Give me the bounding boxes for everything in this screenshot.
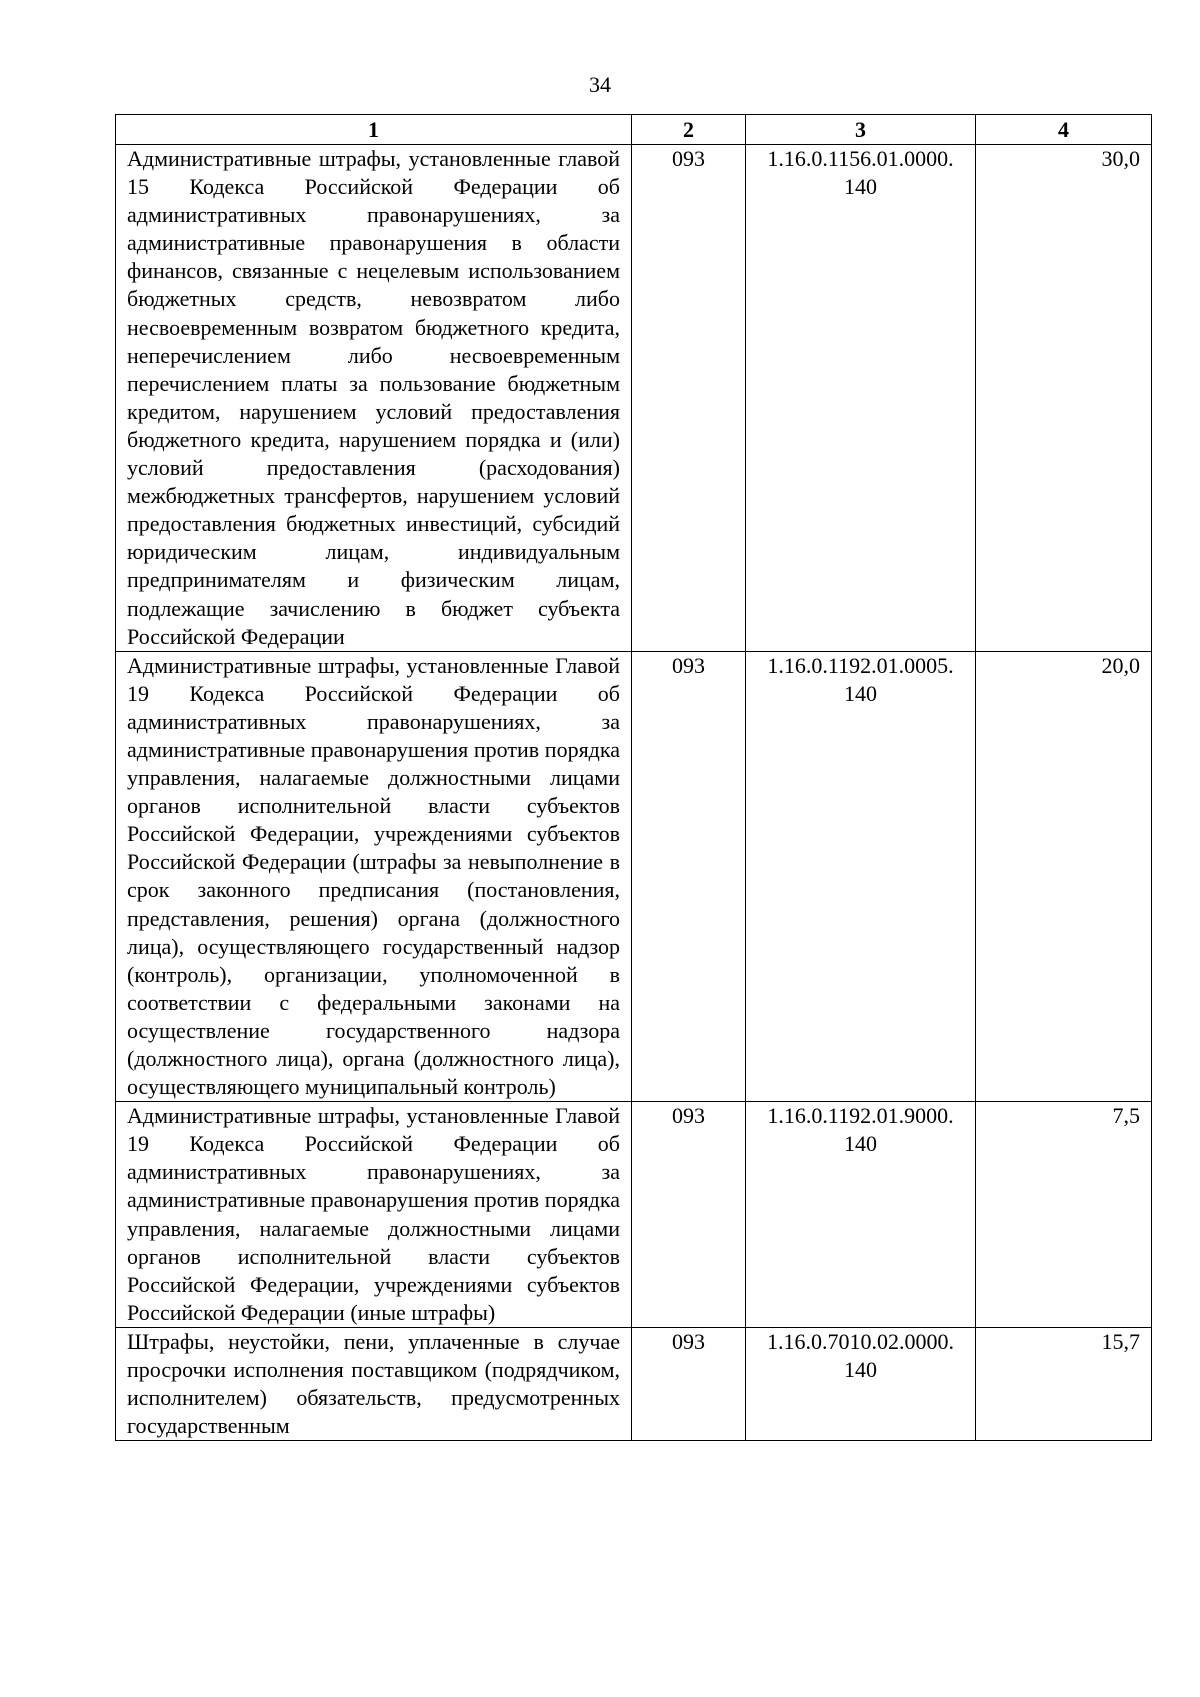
row-amount: 20,0 [976,651,1152,1102]
table-row [116,145,1152,652]
row-description: Административные штрафы, установленные главой 15 Кодекса Российской Федерации об административных правонарушениях, за административные правонарушения в области финансов, связанные с нецелевым использованием бюджетных средств, невозвратом либо несвоевременным возвратом бюджетного кредита, неперечислением либо несвоевременным перечислением платы за пользование бюджетным кредитом, нарушением условий предоставления бюджетного кредита, нарушением порядка и (или) условий предоставления (расходования) межбюджетных трансфертов, нарушением условий предоставления бюджетных инвестиций, субсидий юридическим лицам, индивидуальным предпринимателям и физическим лицам, подлежащие зачислению в бюджет субъекта Российской Федерации [116,145,632,652]
row-classification-code [746,145,976,652]
row-admin-code: 093 [632,145,746,652]
row-admin-code: 093 [632,1327,746,1440]
classification-code-line1: 1.16.0.1192.01.9000. [767,1103,954,1129]
classification-code-line1: 1.16.0.7010.02.0000. [767,1328,954,1354]
column-header-2: 2 [632,115,746,145]
row-admin-code: 093 [632,1102,746,1328]
classification-code-line2: 140 [844,1357,877,1383]
row-amount: 15,7 [976,1327,1152,1440]
classification-code-line1: 1.16.0.1156.01.0000. [767,146,954,171]
column-header-4: 4 [976,115,1152,145]
row-classification-code [746,1102,976,1328]
row-amount: 7,5 [976,1102,1152,1328]
column-header-1: 1 [116,115,632,145]
row-description: Штрафы, неустойки, пени, уплаченные в случае просрочки исполнения поставщиком (подрядчиком, исполнителем) обязательств, предусмотренных государственным [116,1327,632,1440]
row-amount: 30,0 [976,145,1152,652]
row-admin-code: 093 [632,651,746,1102]
row-description: Административные штрафы, установленные Главой 19 Кодекса Российской Федерации об административных правонарушениях, за административные правонарушения против порядка управления, налагаемые должностными лицами органов исполнительной власти субъектов Российской Федерации, учреждениями субъектов Российской Федерации (штрафы за невыполнение в срок законного предписания (постановления, представления, решения) органа (должностного лица), осуществляющего государственный надзор (контроль), организации, уполномоченной в соответствии с федеральными законами на осуществление государственного надзора (должностного лица), органа (должностного лица), осуществляющего муниципальный контроль) [116,651,632,1102]
revenue-table [115,114,1152,1441]
table-row [116,1102,1152,1328]
column-header-3: 3 [746,115,976,145]
classification-code-line2: 140 [844,680,877,706]
row-classification-code [746,651,976,1102]
table-row [116,1327,1152,1440]
table-header-row [116,115,1152,145]
row-description: Административные штрафы, установленные Главой 19 Кодекса Российской Федерации об административных правонарушениях, за административные правонарушения против порядка управления, налагаемые должностными лицами органов исполнительной власти субъектов Российской Федерации, учреждениями субъектов Российской Федерации (иные штрафы) [116,1102,632,1328]
classification-code-line1: 1.16.0.1192.01.0005. [767,652,954,678]
classification-code-line2: 140 [844,1131,877,1157]
page-number: 34 [589,72,611,97]
classification-code-line2: 140 [844,174,877,200]
row-classification-code [746,1327,976,1440]
table-row [116,651,1152,1102]
